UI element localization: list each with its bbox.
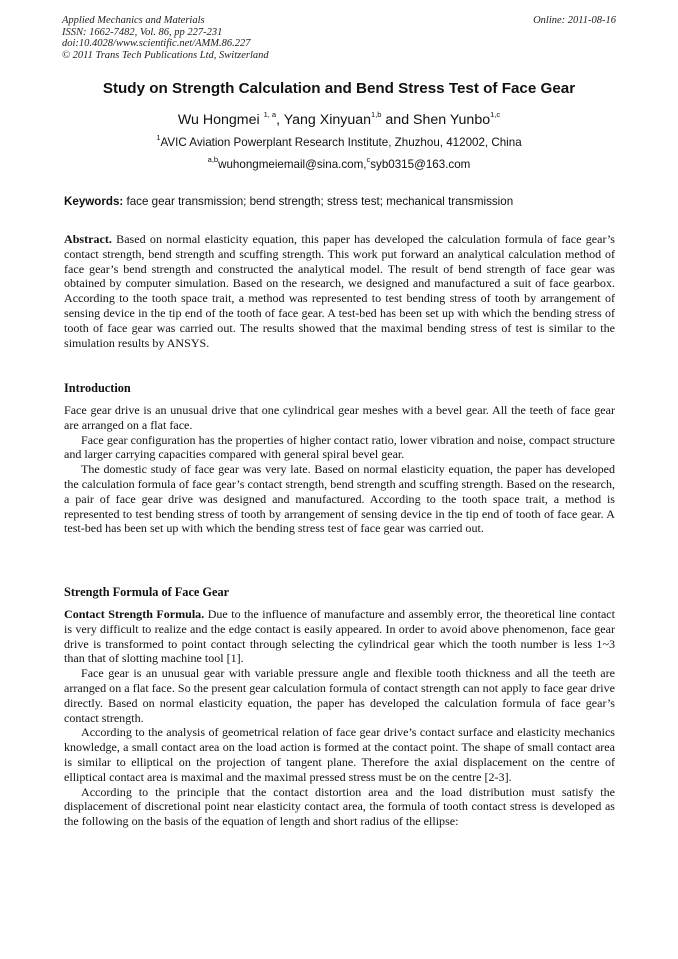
author-sup: 1,c [490,110,501,120]
paragraph: Face gear is an unusual gear with variable pressure angle and flexible tooth thickness and all the teeth are arranged on a flat face. So the present gear calculation formula of contact strength can not apply to face gear drive directly. Based on normal elasticity equation, the paper has developed the calculation formula of face gear’s contact strength. [64,666,615,725]
introduction-body [64,403,615,536]
author-name: Yang Xinyuan [283,112,372,128]
online-date: Online: 2011-08-16 [533,15,616,26]
keywords-label: Keywords: [64,195,124,208]
abstract-label: Abstract. [64,232,112,246]
affiliation [40,133,638,149]
author-name: Shen Yunbo [413,112,491,128]
email-sup: c [366,155,371,165]
keywords-text: face gear transmission; bend strength; stress test; mechanical transmission [126,195,514,208]
paragraph: Due to the influence of manufacture and assembly error, the theoretical line contact is very difficult to realize and the edge contact is easily appeared. In order to avoid above phenomenon, face gear drive is transformed to point contact through selecting the cylindrical gear which the tooth number is less 1~3 than that of slotting machine tool [1]. [64,607,615,666]
paper-title: Study on Strength Calculation and Bend Stress Test of Face Gear [102,80,576,97]
paragraph: According to the analysis of geometrical relation of face gear drive’s contact surface and elasticity mechanics knowledge, a small contact area on the load action is formed at the contact point. The shape of small contact area is similar to elliptical on the projection of tangent plane. Therefore the axial displacement on the centre of elliptical contact area is maximal and the maximal pressed stress must be on the centre [2-3]. [64,725,615,784]
paragraph: Face gear drive is an unusual drive that one cylindrical gear meshes with a bevel gear. All the teeth of face gear are arranged on a flat face. [64,403,615,432]
paragraph: Face gear configuration has the properties of higher contact ratio, lower vibration and noise, compact structure and larger carrying capacities compared with general spiral bevel gear. [64,432,615,462]
section-heading: Introduction [64,381,131,395]
author-conjunction: and [385,112,410,128]
email-sup: a,b [207,155,219,165]
journal-name: Applied Mechanics and Materials [62,15,205,26]
affiliation-text: AVIC Aviation Powerplant Research Institute, Zhuzhou, 412002, China [160,136,522,149]
email-link[interactable]: syb0315@163.com [370,158,471,171]
email-link[interactable]: wuhongmeiemail@sina.com, [218,158,367,171]
author-list: Wu Hongmei $^{1, a}$, Yang Xinyuan$^{1,b}$ and Shen Yunbo$^{1,c}$ [177,110,501,128]
abstract [64,232,615,350]
doi-line: doi:10.4028/www.scientific.net/AMM.86.227 [62,38,251,50]
affiliation-sup: 1 [156,133,161,143]
journal-header [62,15,616,61]
author-sup: 1, a [263,110,277,120]
subsection-label: Contact Strength Formula. [64,607,205,621]
keywords [64,195,624,208]
author-name: Wu Hongmei [177,112,260,128]
email-line [40,155,638,171]
paragraph: According to the principle that the contact distortion area and the load distribution must satisfy the displacement of discretional point near elasticity contact area, the formula of tooth contact stress is developed as the following on the basis of the equation of length and short radius of the ellipse: [64,784,615,829]
strength-body [64,607,615,829]
author-sup: 1,b [371,110,382,120]
section-heading: Strength Formula of Face Gear [64,585,230,599]
issn-line: ISSN: 1662-7482, Vol. 86, pp 227-231 [62,26,223,38]
paragraph: The domestic study of face gear was very late. Based on normal elasticity equation, the paper has developed the calculation formula of face gear’s contact strength, bend strength and scuffing strength. Based on the research, a pair of face gear drive was designed and manufactured. According to the tooth space trait, a method is represented to test bending stress of tooth by arrangement of sensing device in the tip end of tooth of face gear. A test-bed has been set up with which the bending stress test of face gear was carried out. [64,462,615,536]
abstract-text: Based on normal elasticity equation, this paper has developed the calculation formula of face gear’s contact strength, bend strength and scuffing strength. This work put forward an analytical calculation method of face gear’s bend strength and constructed the analytical model. The result of bend strength of face gear was obtained by computer simulation. Based on the research, we designed and manufactured a suit of face gearbox. According to the tooth space trait, a method was represented to test bending stress of tooth by arrangement of sensing device in the tip end of the tooth of face gear. A test-bed has been set up with which the bending stress of tooth of face gear was carried out. The results showed that the maximal bending stress of test is similar to the simulation results by ANSYS. [64,232,615,350]
copyright-line: © 2011 Trans Tech Publications Ltd, Switzerland [62,49,269,61]
